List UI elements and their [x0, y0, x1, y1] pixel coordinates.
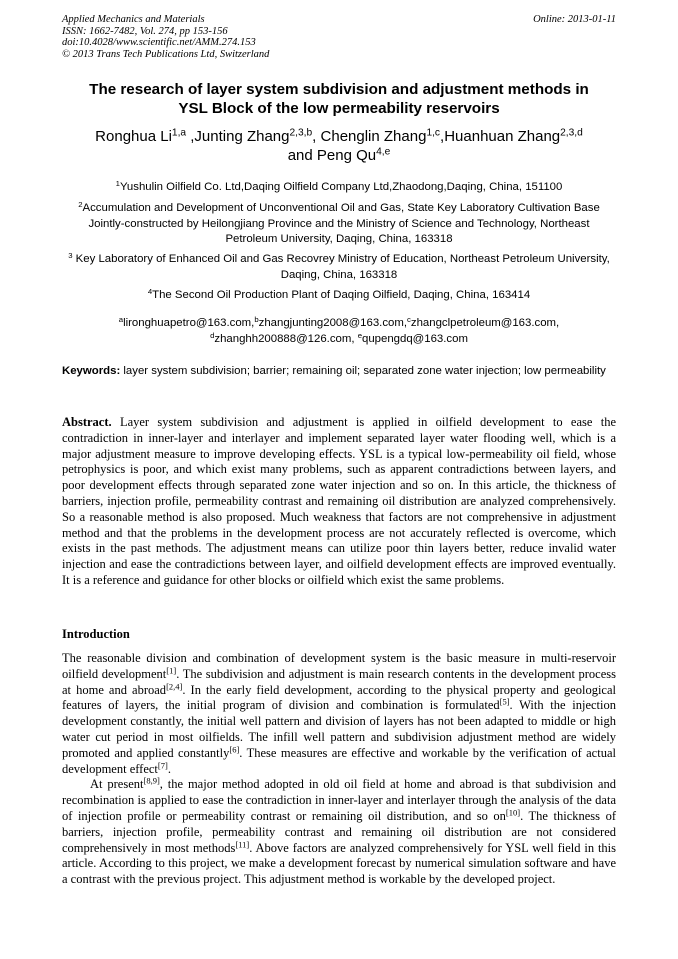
title-line-1: The research of layer system subdivision and adjustment methods in: [89, 81, 589, 98]
intro-text: , the major method adopted in old oil field at home and abroad is that subdivision and recombination is applied to ease the contradiction in inner-layer and interlayer through the analysis of the data of injection profile or permeability contrast or remaining oil distribution, and so on: [62, 777, 616, 823]
citation[interactable]: [8,9]: [143, 775, 160, 786]
keywords-text: layer system subdivision; barrier; remaining oil; separated zone water injection; low permeability: [123, 365, 606, 377]
intro-text: .: [167, 761, 171, 776]
author-line-1: [62, 127, 616, 146]
affiliation-text: The Second Oil Production Plant of Daqing Oilfield, Daqing, China, 163414: [152, 289, 531, 301]
intro-text: . In the early field development, according to the physical property and geological features of layers, the initial program of division and combination is formulated: [62, 682, 616, 713]
intro-paragraph-2: [62, 777, 616, 888]
keywords: [62, 364, 616, 379]
author-conjunction: and: [287, 147, 313, 164]
email-address[interactable]: qupengdq@163.com: [362, 332, 468, 345]
introduction-body: [62, 651, 616, 888]
author-separator: ,: [312, 128, 317, 145]
affiliation-1: [62, 180, 616, 196]
copyright-line: © 2013 Trans Tech Publications Ltd, Switzerland: [62, 48, 270, 60]
intro-text: . Above factors are analyzed comprehensively for YSL well field in this article. According to this project, we make a development forecast by numerical simulation software and have a contrast with the previous project. This adjustment method is workable by the developed project.: [62, 840, 617, 887]
affiliation-sup: 4: [147, 286, 153, 296]
abstract-label: Abstract.: [62, 415, 112, 429]
author-name: Peng Qu: [316, 147, 377, 164]
author-name: Chenglin Zhang: [320, 128, 427, 145]
email-sup: c: [407, 314, 411, 324]
online-date: Online: 2013-01-11: [533, 14, 616, 25]
intro-text: . With the injection development constantly, the initial well pattern and division of layers has not been adapted to middle or high water cut period in most oilfields. The infill well pattern and subdivision adjustment method are widely promoted and applied constantly: [62, 698, 616, 760]
author-sup: 1,c: [426, 127, 441, 139]
citation[interactable]: [2,4]: [166, 680, 183, 691]
citation[interactable]: [5]: [499, 696, 510, 707]
author-sup: 4,e: [376, 146, 391, 158]
affiliation-text: Accumulation and Development of Unconventional Oil and Gas, State Key Laboratory Cultivation Base Jointly-constructed by Heilongjiang Province and the Ministry of Science and Technology, Northeast Petroleum University, Daqing, China, 163318: [82, 202, 600, 245]
citation[interactable]: [11]: [235, 838, 250, 849]
email-address[interactable]: zhanghh200888@126.com,: [214, 332, 355, 345]
email-sup: e: [357, 330, 362, 340]
author-sup: 1,a: [171, 127, 187, 139]
email-list: [90, 316, 588, 347]
intro-text: . The thickness of barriers, injection profile, permeability contrast and remaining oil distribution are not considered comprehensively in most methods: [62, 808, 616, 855]
author-name: Huanhuan Zhang: [444, 128, 561, 145]
journal-header: [62, 14, 269, 60]
author-sup: 2,3,b: [289, 127, 313, 139]
author-line-2: [62, 146, 616, 165]
journal-name: Applied Mechanics and Materials: [62, 14, 205, 25]
title-line-2: YSL Block of the low permeability reservoirs: [178, 100, 500, 117]
citation[interactable]: [1]: [166, 665, 177, 676]
affiliation-sup: 2: [78, 199, 83, 209]
paper-title: [62, 80, 616, 118]
citation[interactable]: [6]: [229, 744, 240, 755]
author-separator: ,: [440, 128, 445, 145]
intro-text: . These measures are effective and workable by the verification of actual development effect: [62, 745, 616, 776]
email-address[interactable]: zhangclpetroleum@163.com,: [410, 317, 560, 329]
citation[interactable]: [10]: [505, 807, 521, 818]
affiliation-3: [62, 252, 616, 283]
affiliation-text: Yushulin Oilfield Co. Ltd,Daqing Oilfield Company Ltd,Zhaodong,Daqing, China, 151100: [119, 181, 563, 193]
intro-text: At present: [90, 777, 144, 792]
introduction-heading: Introduction: [62, 627, 130, 641]
intro-text: . The subdivision and adjustment is main research contents in the development process at home and abroad: [62, 666, 617, 697]
intro-text: The reasonable division and combination of development system is the basic measure in multi-reservoir oilfield development: [62, 651, 616, 681]
affiliation-text: Key Laboratory of Enhanced Oil and Gas Recovrey Ministry of Education, Northeast Petroleum University, Daqing, China, 163318: [75, 253, 610, 281]
email-sup: a: [118, 314, 124, 324]
citation[interactable]: [7]: [157, 759, 168, 770]
author-sup: 2,3,d: [560, 127, 583, 139]
keywords-label: Keywords:: [62, 365, 121, 377]
affiliation-sup: 1: [115, 178, 120, 188]
abstract-text: Layer system subdivision and adjustment is applied in oilfield development to ease the contradiction in inner-layer and interlayer and implement separated layer water flooding well, which is a major adjustment measure to improve developing effects. YSL is a typical low-permeability oil field, whose petrophysics is poor, and which exist many problems, such as apparent contradictions between layers, and poor development effects through separated zone water injection and so on. In this article, the thickness of barriers, injection profile, permeability contrast and remaining oil distribution are analyzed comprehensively. So a reasonable method is also proposed. Much weakness that factors are not comprehensive in adjustment method and that the problems in the development process are not accurately reflected is overcome, which exists in the past methods. The adjustment means can utilize poor thin layers better, reduce invalid water injection and ease the contradictions between layer, and oilfield development effects are improved eventually. It is a reference and guidance for other blocks or oilfield which exist the same problems.: [62, 415, 617, 587]
author-list: [62, 127, 616, 165]
doi-line: doi:10.4028/www.scientific.net/AMM.274.153: [62, 37, 256, 49]
issn-line: ISSN: 1662-7482, Vol. 274, pp 153-156: [62, 25, 228, 37]
author-name: Junting Zhang: [194, 128, 290, 145]
abstract: [62, 415, 616, 589]
email-sup: d: [210, 330, 215, 340]
author-separator: ,: [190, 128, 195, 145]
email-address[interactable]: zhangjunting2008@163.com,: [258, 317, 407, 329]
email-address[interactable]: lironghuapetro@163.com,: [123, 317, 255, 329]
affiliation-2: [62, 201, 616, 248]
intro-paragraph-1: [62, 651, 616, 777]
author-name: Ronghua Li: [95, 128, 172, 145]
affiliation-4: [62, 288, 616, 304]
email-sup: b: [254, 314, 259, 324]
affiliation-sup: 3: [68, 250, 73, 260]
